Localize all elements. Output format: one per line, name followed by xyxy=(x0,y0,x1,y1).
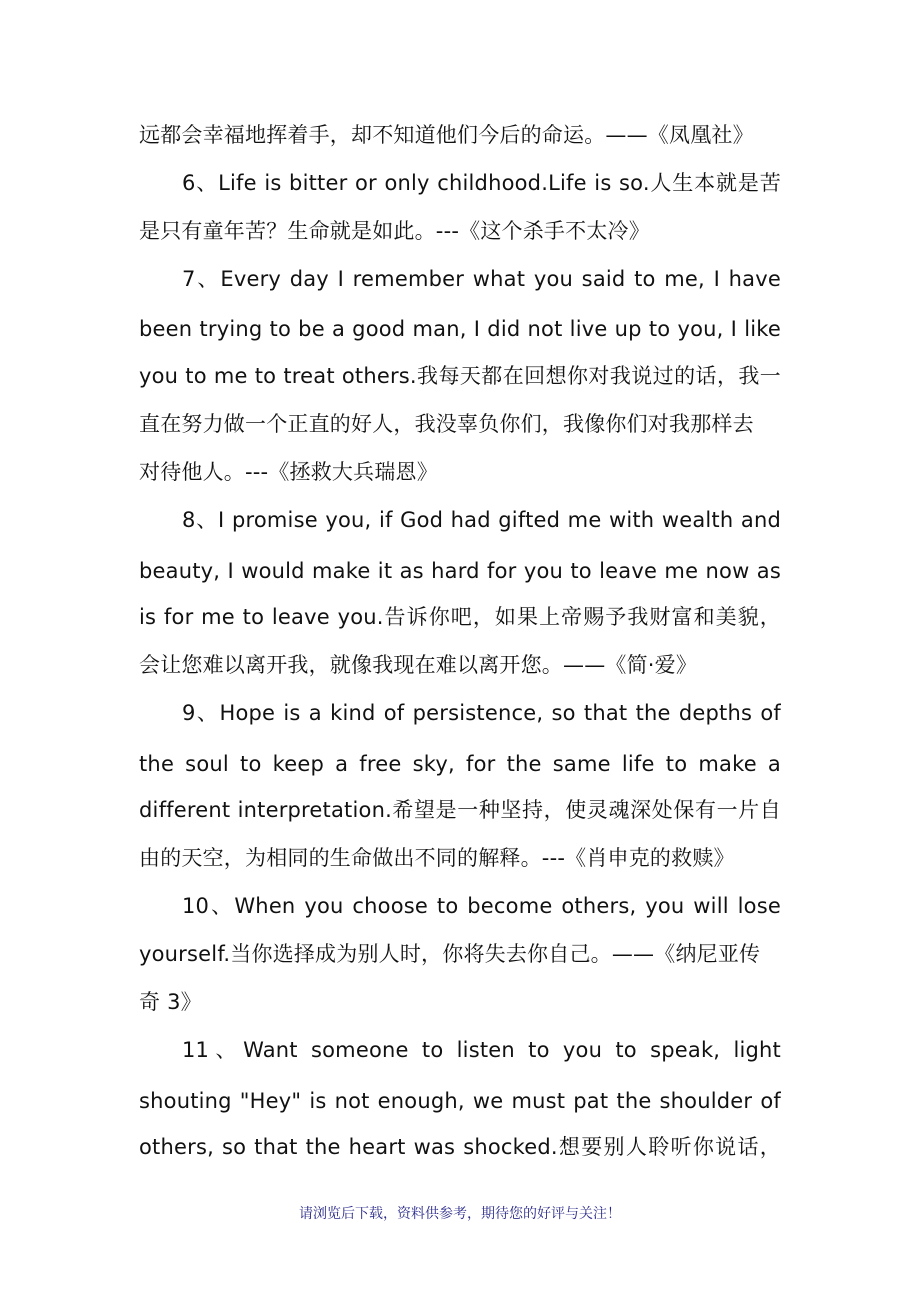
text-line: 会让您难以离开我，就像我现在难以离开您。——《简·爱》 xyxy=(139,653,698,677)
text-line: 10、When you choose to become others, you will lose xyxy=(182,894,781,918)
page-footer: 请浏览后下载，资料供参考，期待您的好评与关注！ xyxy=(299,1206,621,1222)
text-line: shouting "Hey" is not enough, we must pat the shoulder of xyxy=(139,1089,781,1113)
text-line: yourself.当你选择成为别人时，你将失去你自己。——《纳尼亚传 xyxy=(139,942,761,966)
text-line: 远都会幸福地挥着手，却不知道他们今后的命运。——《凤凰社》 xyxy=(139,123,754,147)
text-line: been trying to be a good man, I did not live up to you, I like xyxy=(139,317,781,341)
text-line: different interpretation.希望是一种坚持，使灵魂深处保有一片自 xyxy=(139,798,781,822)
text-line: others, so that the heart was shocked.想要别人聆听你说话， xyxy=(139,1135,781,1159)
text-line: 对待他人。---《拯救大兵瑞恩》 xyxy=(139,460,438,484)
text-line: 8、I promise you, if God had gifted me with wealth and xyxy=(182,508,781,532)
text-line: 奇 3》 xyxy=(139,990,202,1014)
text-line: 由的天空，为相同的生命做出不同的解释。---《肖申克的救赎》 xyxy=(139,846,735,870)
text-line: 9、Hope is a kind of persistence, so that the depths of xyxy=(182,701,781,725)
text-line: 6、Life is bitter or only childhood.Life is so.人生本就是苦 xyxy=(182,171,781,195)
text-line: beauty, I would make it as hard for you to leave me now as xyxy=(139,559,781,583)
text-line: 是只有童年苦？生命就是如此。---《这个杀手不太冷》 xyxy=(139,219,650,243)
text-line: 11、Want someone to listen to you to speak, light xyxy=(182,1038,781,1062)
text-line: the soul to keep a free sky, for the same life to make a xyxy=(139,752,781,776)
text-line: is for me to leave you.告诉你吧，如果上帝赐予我财富和美貌， xyxy=(139,605,781,629)
text-line: 直在努力做一个正直的好人，我没辜负你们，我像你们对我那样去 xyxy=(139,412,754,436)
text-line: 7、Every day I remember what you said to me, I have xyxy=(182,267,781,291)
text-line: you to me to treat others.我每天都在回想你对我说过的话，我一 xyxy=(139,364,781,388)
